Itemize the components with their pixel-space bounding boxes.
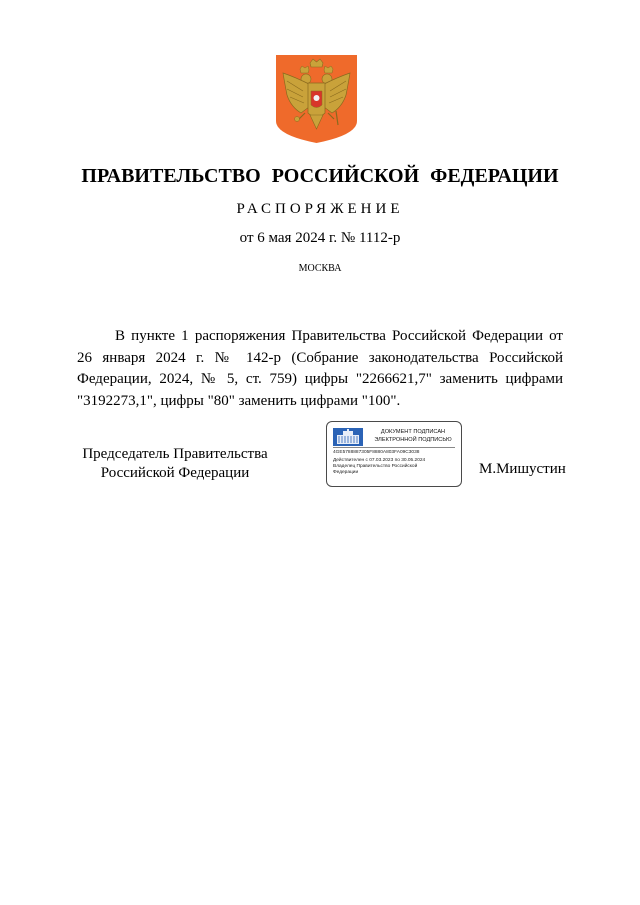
russian-coat-of-arms-icon	[275, 55, 358, 143]
signer-position-line1: Председатель Правительства	[82, 446, 268, 462]
signer-position	[77, 445, 273, 483]
document-date-number: от 6 мая 2024 г. № 1112-р	[239, 230, 401, 246]
stamp-heading-line1: ДОКУМЕНТ ПОДПИСАН	[380, 429, 446, 435]
government-building-icon	[333, 428, 363, 446]
government-title: ПРАВИТЕЛЬСТВО РОССИЙСКОЙ ФЕДЕРАЦИИ	[81, 165, 559, 187]
signer-name: М.Мишустин	[479, 461, 566, 477]
stamp-validity: Действителен с 07.03.2023 по 30.05.2024	[333, 458, 426, 463]
stamp-owner-line2: Федерации	[333, 470, 359, 475]
stamp-certificate: 4GE5788887305F8880A803FA09C3038	[333, 450, 420, 455]
document-city: МОСКВА	[298, 263, 342, 274]
stamp-heading	[367, 428, 459, 444]
order-paragraph: В пункте 1 распоряжения Правительства Российской Федерации от 26 января 2024 г. № 142-р (Собрание законодательства Российской Федерации, 2024, № 5, ст. 759) цифры "2266621,7" заменить цифрами "3192273,1", цифры "80" заменить цифрами "100".	[77, 328, 563, 409]
document-type: РАСПОРЯЖЕНИЕ	[236, 201, 404, 217]
stamp-owner-line1: Владелец Правительство Российской	[333, 464, 418, 469]
stamp-divider	[333, 447, 455, 448]
electronic-signature-stamp	[326, 421, 462, 487]
signer-position-line2: Российской Федерации	[100, 465, 250, 481]
stamp-heading-line2: ЭЛЕКТРОННОЙ ПОДПИСЬЮ	[374, 437, 452, 443]
